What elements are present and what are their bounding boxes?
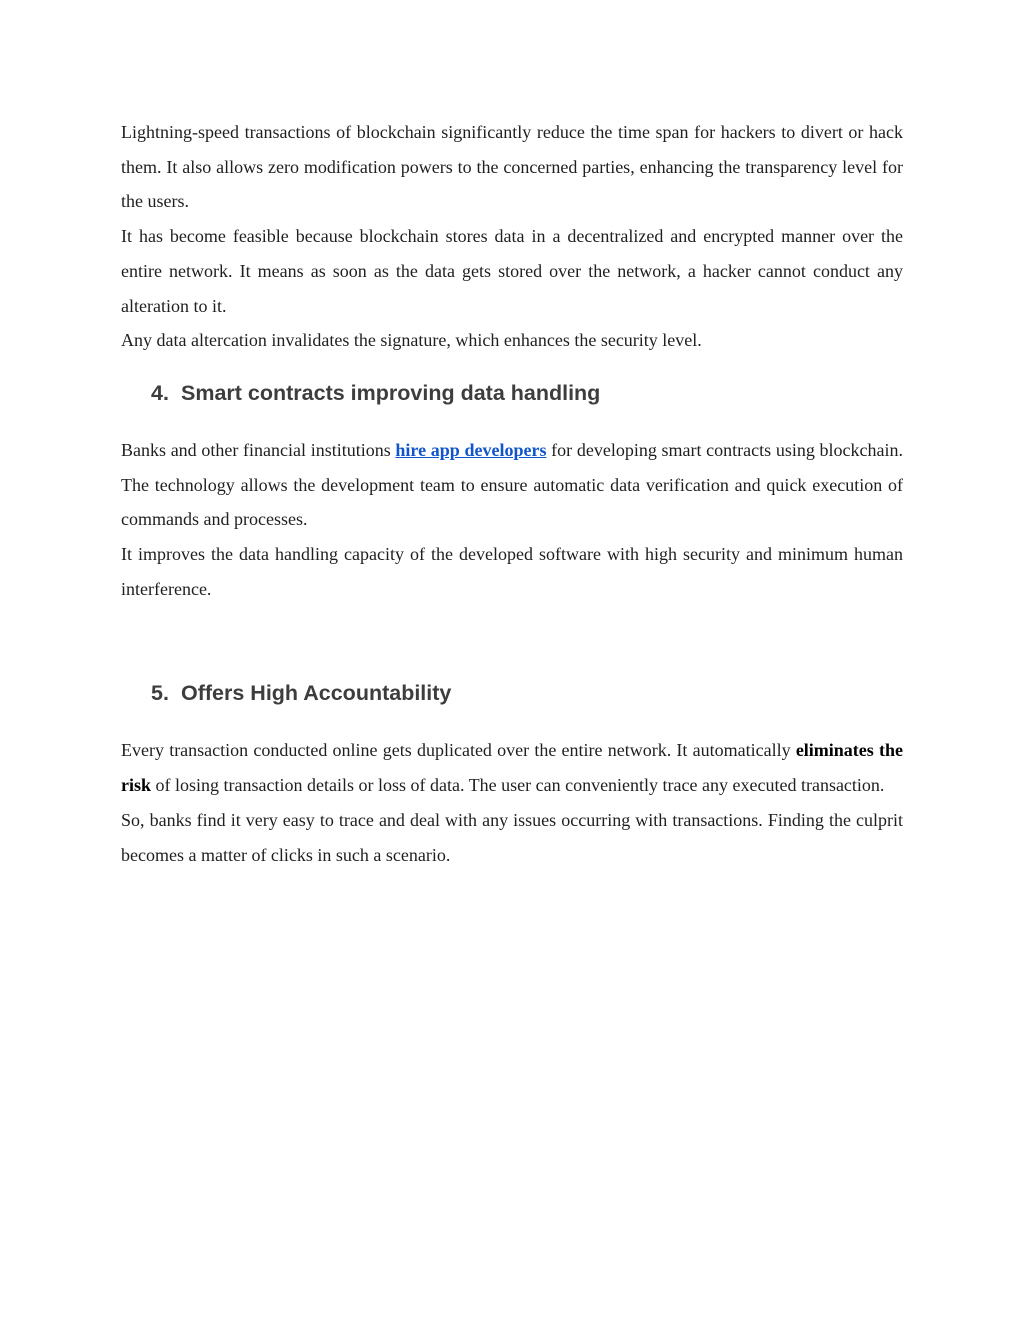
section-5-title: Offers High Accountability <box>181 681 452 706</box>
section-4-p1-after: for developing smart contracts using blockchain. The technology allows the development team to ensure automatic data verification and quick execution of commands and processes. <box>121 439 904 530</box>
section-4-paragraph-2: It improves the data handling capacity of the developed software with high security and minimum human interference. <box>121 544 903 599</box>
section-5-p1-after: of losing transaction details or loss of data. The user can conveniently trace any executed transaction. <box>151 775 885 796</box>
section-5-paragraph-2: So, banks find it very easy to trace and deal with any issues occurring with transactions. Finding the culprit becomes a matter of clicks in such a scenario. <box>121 809 903 865</box>
section-5-number: 5. <box>151 681 169 706</box>
section-4-p1-before: Banks and other financial institutions <box>121 439 396 460</box>
section-5-p1-before: Every transaction conducted online gets duplicated over the entire network. It automatically <box>121 740 796 761</box>
section-4-number: 4. <box>151 380 169 405</box>
section-4-title: Smart contracts improving data handling <box>181 380 601 405</box>
document-page <box>121 115 903 872</box>
intro-paragraph-1: Lightning-speed transactions of blockchain significantly reduce the time span for hackers to divert or hack them. It also allows zero modification powers to the concerned parties, enhancing the transparency level for the users. <box>121 122 903 212</box>
section-5-paragraph-1 <box>121 733 903 802</box>
section-4-heading <box>121 377 903 409</box>
intro-paragraph-3: Any data altercation invalidates the signature, which enhances the security level. <box>121 330 702 351</box>
eliminates-the-risk-bold: eliminates the risk <box>121 740 904 796</box>
hire-app-developers-link[interactable]: hire app developers <box>395 439 547 460</box>
intro-paragraph-2: It has become feasible because blockchain stores data in a decentralized and encrypted manner over the entire network. It means as soon as the data gets stored over the network, a hacker cannot conduct any alteration to it. <box>121 226 903 316</box>
section-5-heading <box>121 677 903 709</box>
section-4-paragraph-1 <box>121 433 903 537</box>
